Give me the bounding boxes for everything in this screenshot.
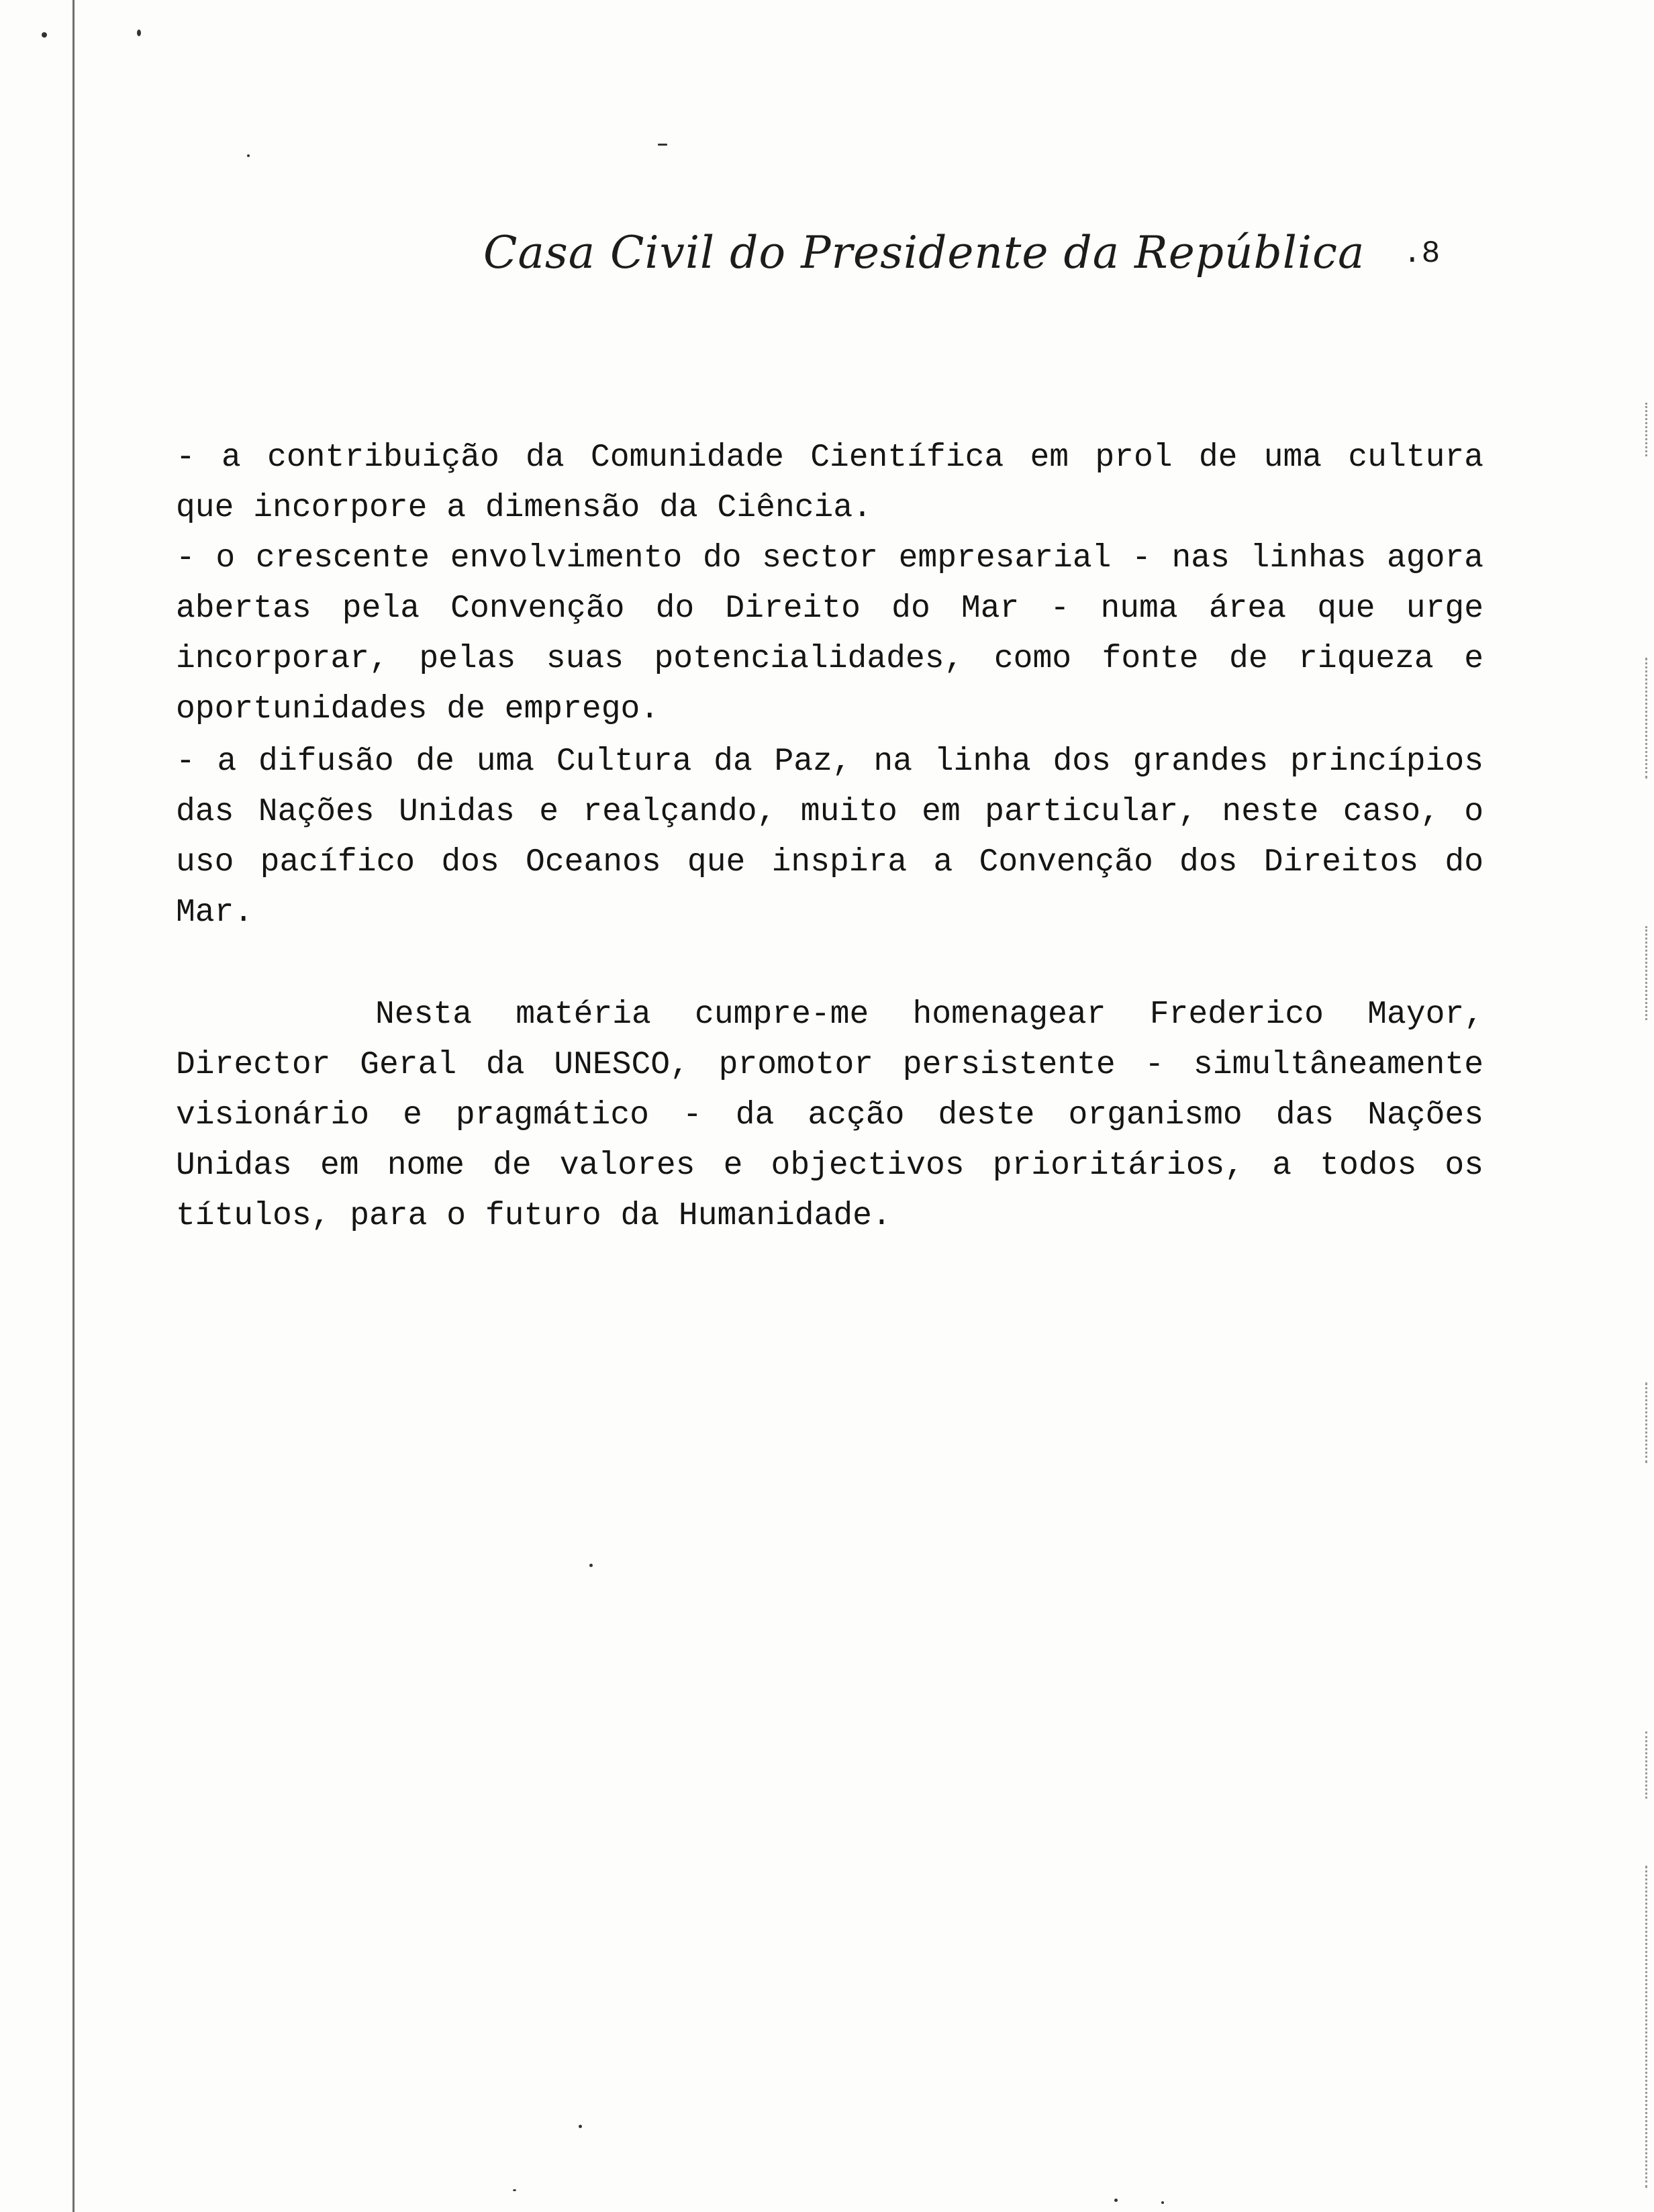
list-item-text: - a contribuição da Comunidade Científica em prol de uma cultura que incorpore a dimensão da Ciência. bbox=[176, 440, 1483, 526]
scan-speck bbox=[589, 1564, 593, 1567]
closing-paragraph bbox=[176, 990, 1483, 1242]
closing-paragraph-text: Nesta matéria cumpre-me homenagear Frederico Mayor, Director Geral da UNESCO, promotor persistente - simultâneamente visionário e pragmático - da acção deste organismo das Nações Unidas em nome de valores e objectivos prioritários, a todos os títulos, para o futuro da Humanidade. bbox=[176, 997, 1483, 1234]
scan-edge-noise bbox=[1645, 1731, 1650, 1799]
list-item bbox=[176, 534, 1483, 735]
scan-speck bbox=[658, 144, 667, 146]
letterhead-title: Casa Civil do Presidente da República bbox=[483, 227, 1365, 279]
scan-speck bbox=[247, 154, 250, 157]
scan-edge-noise bbox=[1645, 1382, 1650, 1463]
scan-speck bbox=[42, 32, 47, 38]
scan-speck bbox=[513, 2189, 516, 2191]
scan-speck bbox=[579, 2125, 582, 2128]
scan-edge-noise bbox=[1645, 658, 1650, 778]
list-item bbox=[176, 737, 1483, 938]
page-number: .8 bbox=[1403, 236, 1441, 271]
scan-edge-noise bbox=[1645, 403, 1650, 456]
scan-edge-noise bbox=[1645, 1866, 1650, 2188]
scan-speck bbox=[1114, 2199, 1118, 2202]
binding-line bbox=[72, 0, 75, 2212]
scan-speck bbox=[137, 30, 141, 36]
list-item-text: - a difusão de uma Cultura da Paz, na linha dos grandes princípios das Nações Unidas e realçando, muito em particular, neste caso, o uso pacífico dos Oceanos que inspira a Convenção dos Direitos do Mar. bbox=[176, 744, 1483, 931]
scan-speck bbox=[1161, 2201, 1164, 2204]
scan-edge-noise bbox=[1645, 926, 1650, 1020]
list-item bbox=[176, 433, 1483, 534]
list-item-text: - o crescente envolvimento do sector empresarial - nas linhas agora abertas pela Convenção do Direito do Mar - numa área que urge incorporar, pelas suas potencialidades, como fonte de riqueza e oportunidades de emprego. bbox=[176, 540, 1483, 727]
